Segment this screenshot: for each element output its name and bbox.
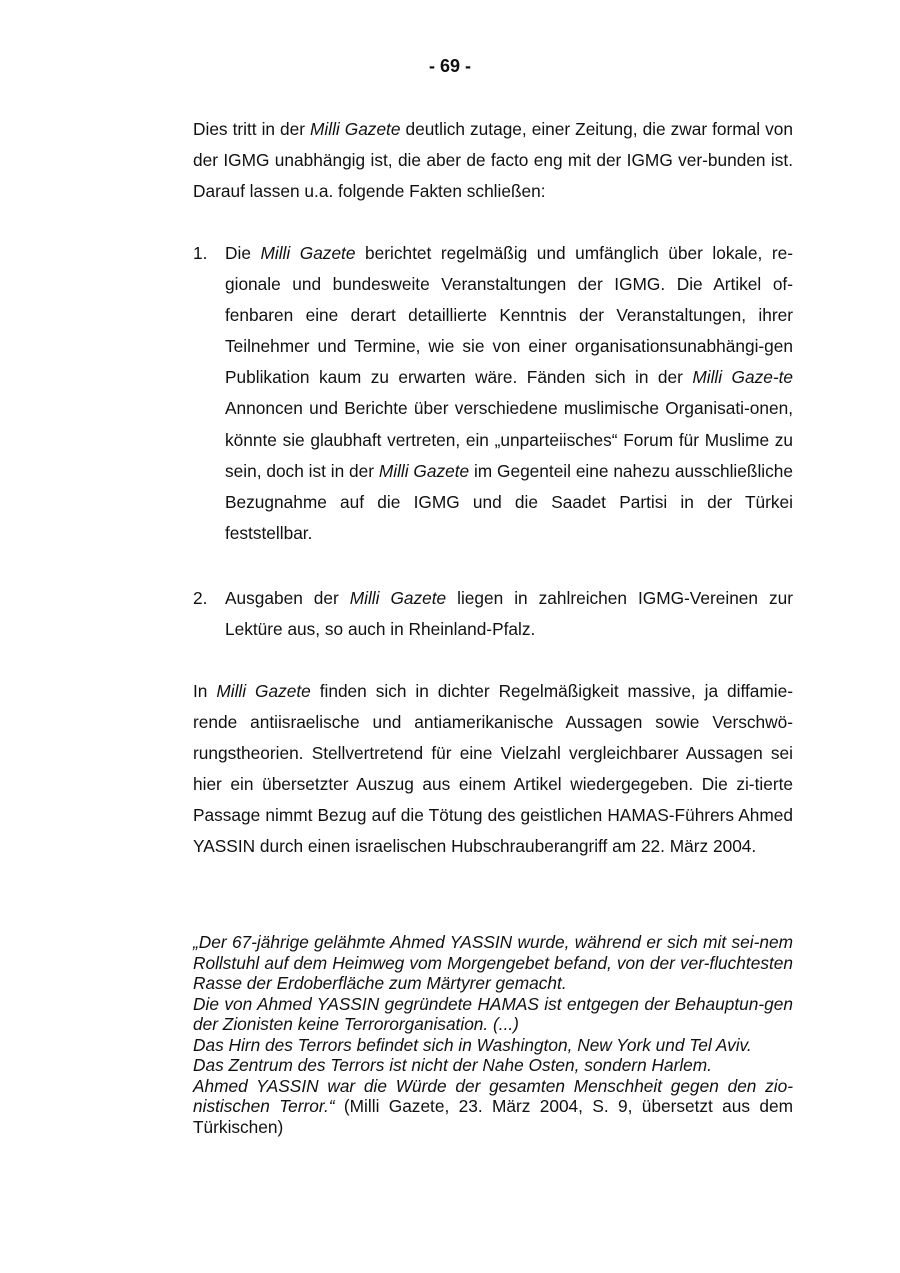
- quotation-block: [193, 932, 793, 1137]
- quote-last-paragraph: [193, 1076, 793, 1138]
- quote-line-3: Das Hirn des Terrors befindet sich in Washington, New York und Tel Aviv.: [193, 1034, 752, 1055]
- list-item-text: liegen in zahlreichen IGMG-Vereinen zur Lektüre aus, so auch in Rheinland-Pfalz.: [225, 588, 793, 640]
- body-paragraph: [193, 676, 793, 863]
- quote-source-citation: (Milli Gazete, 23. März 2004, S. 9, übersetzt aus dem Türkischen): [193, 1096, 793, 1137]
- quote-line-5: Ahmed YASSIN war die Würde der gesamten Menschheit gegen den zio-nistischen Terror.“: [193, 1075, 793, 1116]
- para-text-1: In: [193, 681, 217, 701]
- list-item-body: [225, 238, 793, 549]
- list-item-text: Die: [225, 243, 261, 263]
- quote-line-4: Das Zentrum des Terrors ist nicht der Nahe Osten, sondern Harlem.: [193, 1055, 712, 1075]
- para-newspaper-name: Milli Gazete: [216, 681, 311, 701]
- newspaper-name: Milli Gaze-te: [692, 367, 793, 388]
- list-item-text: im Gegenteil eine nahezu ausschließliche Bezugnahme auf die IGMG und die Saadet Partisi in der Türkei feststellbar.: [225, 460, 793, 543]
- quote-line-2: Die von Ahmed YASSIN gegründete HAMAS ist entgegen der Behauptun-gen der Zionisten keine Terrororganisation. (...): [193, 993, 793, 1034]
- quote-line-1: „Der 67-jährige gelähmte Ahmed YASSIN wurde, während er sich mit sei-nem Rollstuhl auf dem Heimweg vom Morgengebet befand, von der ver-fluchtesten Rasse der Erdoberfläche zum Märtyrer gemacht.: [193, 932, 793, 993]
- intro-newspaper-name: Milli Gazete: [310, 119, 401, 139]
- newspaper-name: Milli Gazete: [260, 243, 356, 263]
- intro-text-2: deutlich zutage, einer Zeitung, die zwar formal von der IGMG unabhängig ist, die aber de facto eng mit der IGMG ver-bunden ist. Darauf lassen u.a. folgende Fakten schließen:: [193, 119, 793, 202]
- intro-paragraph: [193, 114, 793, 207]
- newspaper-name: Milli Gazete: [349, 588, 447, 608]
- list-item-text: Annoncen und Berichte über verschiedene muslimische Organisati-onen, könnte sie glaubhaft vertreten, ein „unparteiisches“ Forum für Muslime zu sein, doch ist in der: [225, 398, 793, 481]
- newspaper-name: Milli Gazete: [378, 460, 470, 481]
- list-item-body: [225, 583, 793, 645]
- page-number: - 69 -: [428, 56, 471, 76]
- list-item-2: [193, 583, 793, 645]
- list-item-1: [193, 238, 793, 549]
- intro-text-1: Dies tritt in der: [193, 119, 310, 139]
- list-item-text: Ausgaben der: [225, 588, 350, 608]
- para-text-2: finden sich in dichter Regelmäßigkeit massive, ja diffamie-rende antiisraelische und antiamerikanische Aussagen sowie Verschwö-rungstheorien. Stellvertretend für eine Vielzahl vergleichbarer Aussagen sei hier ein übersetzter Auszug aus einem Artikel wiedergegeben. Die zi-tierte Passage nimmt Bezug auf die Tötung des geistlichen HAMAS-Führers Ahmed YASSIN durch einen israelischen Hubschrauberangriff am 22. März 2004.: [193, 681, 794, 857]
- list-item-text: berichtet regelmäßig und umfänglich über lokale, re-gionale und bundesweite Veranstaltungen der IGMG. Die Artikel of-fenbaren eine derart detaillierte Kenntnis der Veranstaltungen, ihrer Teilnehmer und Termine, wie sie von einer organisationsunabhängi-gen Publikation kaum zu erwarten wäre. Fänden sich in der: [225, 243, 793, 388]
- list-item-number: 1.: [193, 243, 208, 263]
- list-item-number: 2.: [193, 588, 208, 608]
